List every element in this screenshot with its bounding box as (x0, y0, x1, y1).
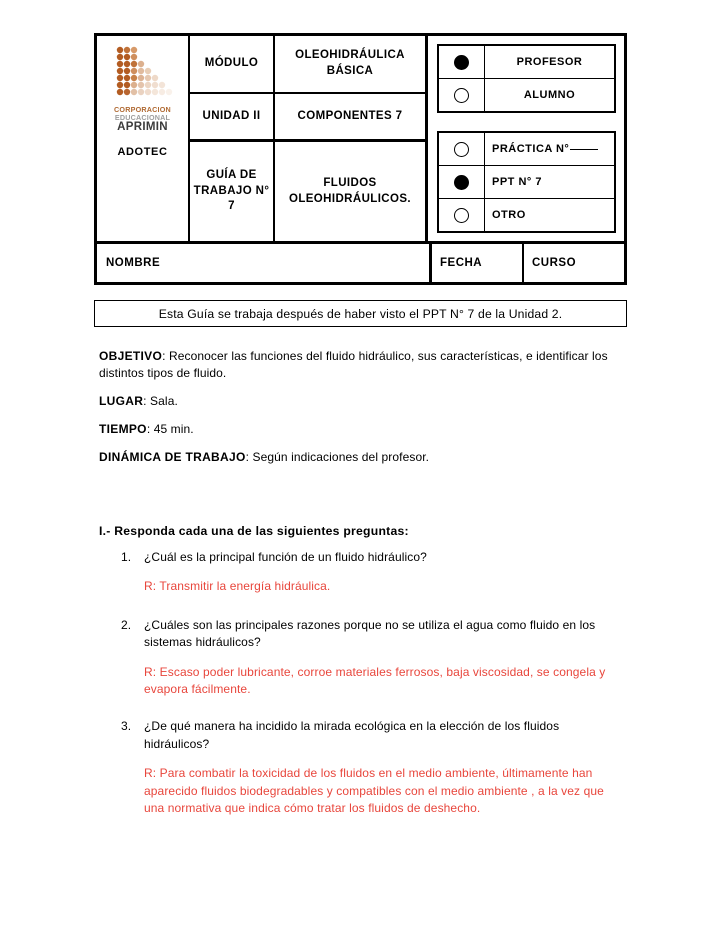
module-info-grid (190, 36, 428, 241)
aprimin-logo-icon (107, 43, 179, 105)
radio-empty-icon[interactable] (454, 142, 469, 157)
checkbox-column (428, 36, 624, 241)
checkbox-label-alumno: ALUMNO (523, 89, 576, 101)
answer-3: R: Para combatir la toxicidad de los fluidos en el medio ambiente, últimamente han aparecido fluidos biodegradables y compatibles con el medio ambiente , a la vez que una normativa que indica cómo tratar los fluidos de deshecho. (144, 766, 604, 815)
spacer (99, 698, 621, 718)
questions-list (99, 549, 621, 817)
checkbox-label-ppt: PPT N° 7 (492, 176, 542, 188)
logo-line-corporacion: CORPORACION (114, 105, 171, 114)
question-2-text (99, 617, 621, 652)
role-checkbox-group (437, 44, 616, 113)
question-1-number: 1. (121, 550, 132, 564)
question-3-body: ¿De qué manera ha incidido la mirada ecológica en la elección de los fluidos hidráulicos? (144, 719, 560, 751)
meta-sep: : (245, 450, 253, 465)
document-header-table (94, 33, 627, 285)
radio-filled-icon[interactable] (454, 175, 469, 190)
meta-text-objetivo: Reconocer las funciones del fluido hidráulico, sus características, e identificar los distintos tipos de fluido. (99, 349, 608, 381)
meta-sep: : (146, 422, 154, 437)
modulo-label: MÓDULO (190, 36, 275, 92)
guia-row (190, 142, 425, 241)
spacer (99, 596, 621, 617)
meta-text-tiempo: 45 min. (153, 422, 194, 437)
checkbox-label-otro: OTRO (492, 209, 526, 221)
meta-sep: : (162, 349, 169, 363)
meta-tiempo (99, 421, 619, 438)
meta-lugar (99, 393, 619, 410)
meta-label-lugar: LUGAR (99, 394, 144, 409)
answer-1: R: Transmitir la energía hidráulica. (144, 579, 331, 594)
question-3-text (99, 718, 621, 753)
question-3-number: 3. (121, 719, 132, 734)
header-upper-section (97, 36, 624, 244)
unidad-value: COMPONENTES 7 (297, 109, 403, 122)
checkbox-cell[interactable] (439, 133, 485, 165)
practica-text: PRÁCTICA N° (492, 143, 570, 155)
logo-column (97, 36, 190, 241)
field-curso[interactable]: CURSO (532, 257, 577, 269)
header-lower-section (97, 244, 624, 282)
checkbox-row-alumno[interactable] (439, 78, 614, 111)
guia-label: GUÍA DE TRABAJO N° 7 (190, 142, 275, 241)
meta-sep: : (143, 394, 151, 409)
meta-label-objetivo: OBJETIVO (99, 349, 163, 363)
question-item (99, 617, 621, 699)
section-heading: I.- Responda cada una de las siguientes preguntas: (99, 524, 409, 538)
unidad-label: UNIDAD II (190, 94, 275, 139)
radio-empty-icon[interactable] (454, 88, 469, 103)
meta-objetivo (99, 348, 619, 382)
checkbox-cell[interactable] (439, 166, 485, 198)
type-checkbox-group (437, 131, 616, 233)
logo-line-aprimin: APRIMIN (117, 120, 168, 133)
radio-empty-icon[interactable] (454, 208, 469, 223)
meta-dinamica (99, 449, 619, 466)
logo-wordmark (103, 106, 183, 133)
meta-text-lugar: Sala. (150, 394, 178, 409)
checkbox-cell[interactable] (439, 79, 485, 111)
radio-filled-icon[interactable] (454, 55, 469, 70)
checkbox-row-otro[interactable] (439, 198, 614, 231)
organization-name: ADOTEC (117, 146, 168, 159)
field-fecha[interactable]: FECHA (432, 244, 524, 282)
guide-note-box: Esta Guía se trabaja después de haber visto el PPT N° 7 de la Unidad 2. (94, 300, 627, 327)
field-nombre[interactable]: NOMBRE (97, 244, 432, 282)
question-item (99, 549, 621, 596)
question-2-number: 2. (121, 617, 132, 632)
checkbox-cell[interactable] (439, 46, 485, 78)
question-item (99, 718, 621, 817)
checkbox-cell[interactable] (439, 199, 485, 231)
answer-2: R: Escaso poder lubricante, corroe materiales ferrosos, baja viscosidad, se congela y evapora fácilmente. (144, 664, 606, 696)
checkbox-row-profesor[interactable] (439, 46, 614, 78)
modulo-value: OLEOHIDRÁULICA BÁSICA (295, 49, 405, 77)
checkbox-label-practica (485, 133, 614, 165)
meta-text-dinamica: Según indicaciones del profesor. (252, 450, 430, 465)
unidad-row (190, 94, 425, 142)
question-1-text (99, 549, 621, 566)
question-2-body: ¿Cuáles son las principales razones porque no se utiliza el agua como fluido en los sistemas hidráulicos? (144, 617, 596, 650)
checkbox-row-practica[interactable] (439, 133, 614, 165)
module-row (190, 36, 425, 94)
metadata-block (99, 348, 619, 477)
guia-value: FLUIDOS OLEOHIDRÁULICOS. (288, 176, 412, 205)
logo-line-educacional: EDUCACIONAL (114, 112, 171, 122)
checkbox-label-profesor: PROFESOR (516, 56, 583, 68)
meta-label-dinamica: DINÁMICA DE TRABAJO (99, 450, 246, 465)
question-1-body: ¿Cuál es la principal función de un fluido hidráulico? (144, 550, 427, 564)
meta-label-tiempo: TIEMPO (99, 422, 147, 437)
checkbox-row-ppt[interactable] (439, 165, 614, 198)
practica-blank-line[interactable] (570, 149, 598, 150)
